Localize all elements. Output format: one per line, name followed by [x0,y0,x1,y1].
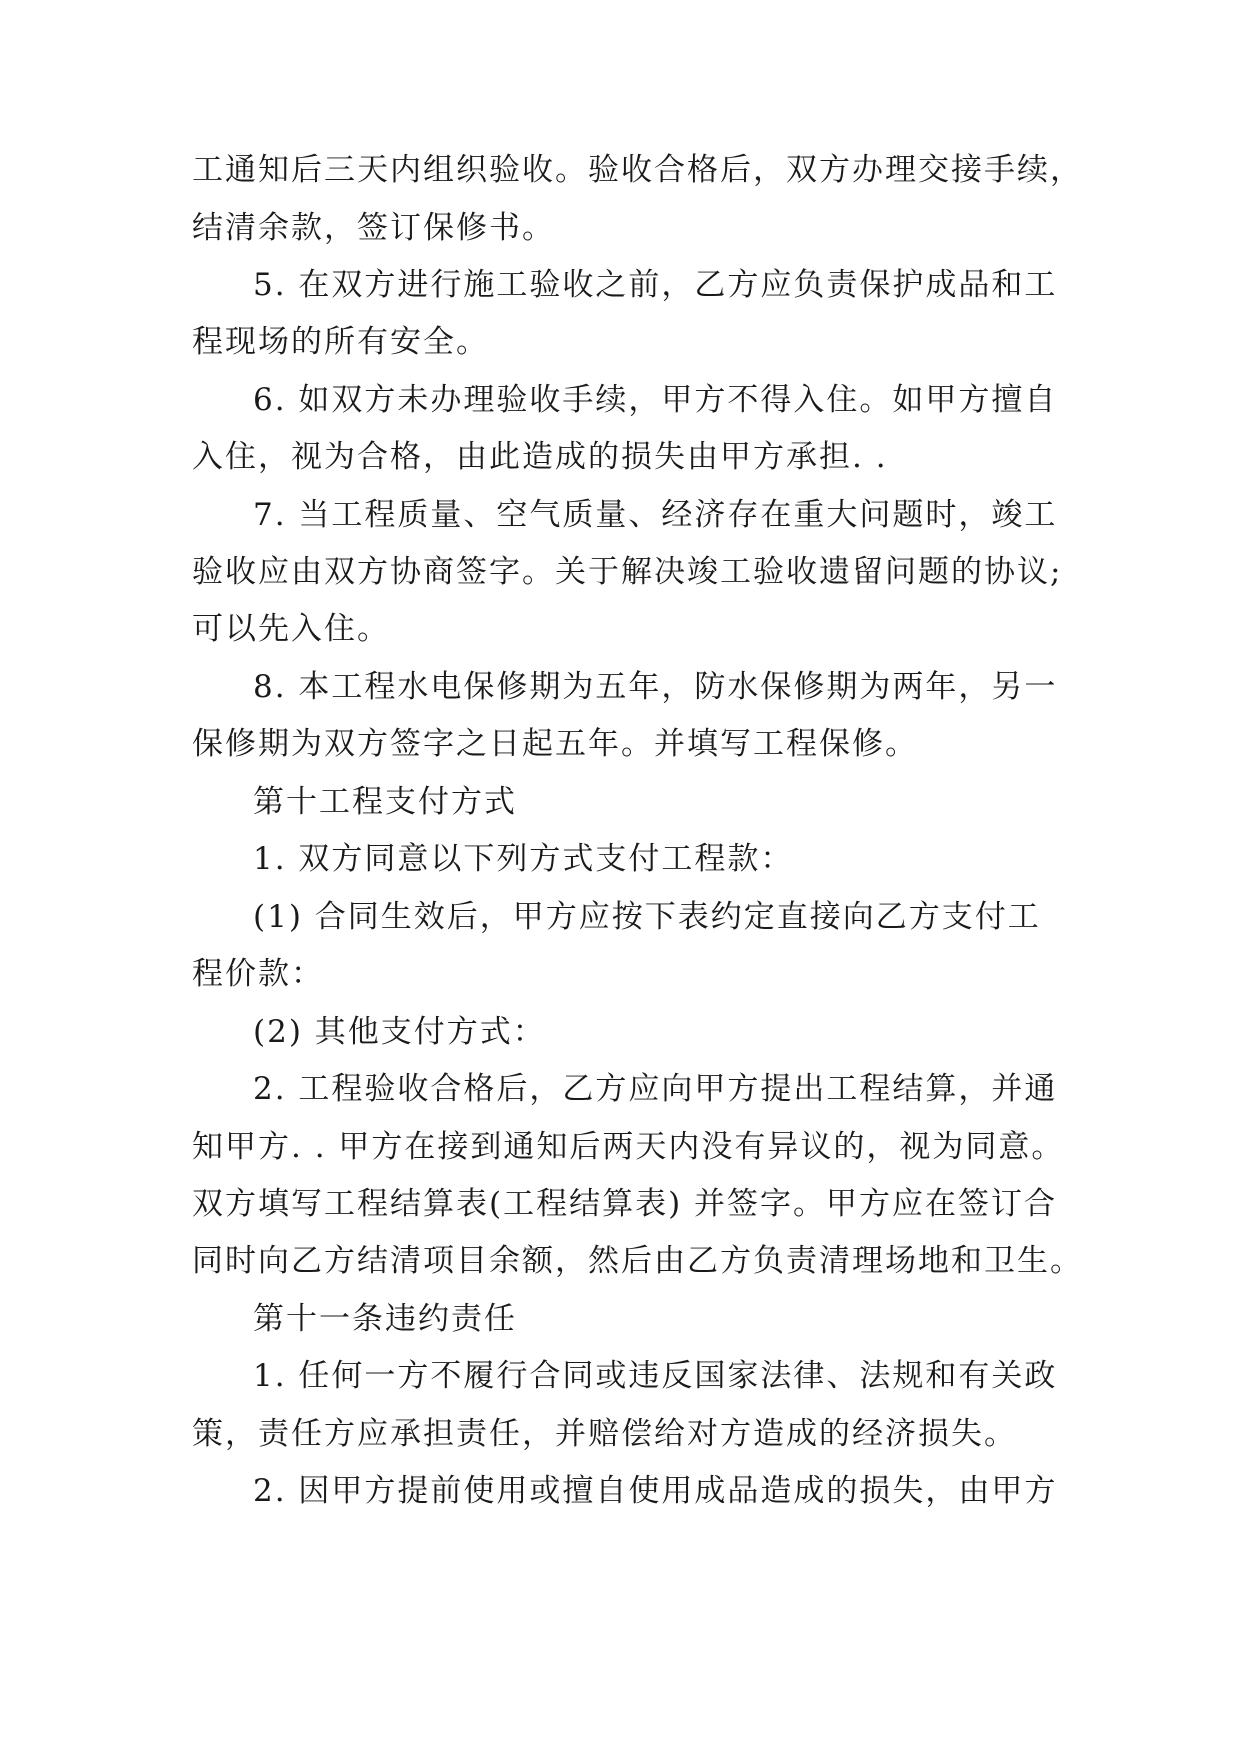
text-line: 同时向乙方结清项目余额，然后由乙方负责清理场地和卫生。 [192,1243,1083,1279]
text-line: 7. 当工程质量、空气质量、经济存在重大问题时，竣工 [253,497,1058,533]
text-line: 程现场的所有安全。 [192,324,489,360]
text-line: 2. 因甲方提前使用或擅自使用成品造成的损失，由甲方 [253,1473,1058,1509]
section-heading: 第十工程支付方式 [253,784,517,820]
text-line: 程价款： [192,956,324,992]
text-line: 6. 如双方未办理验收手续，甲方不得入住。如甲方擅自 [253,382,1058,418]
text-line: 2. 工程验收合格后，乙方应向甲方提出工程结算，并通 [253,1071,1058,1107]
text-line: 策，责任方应承担责任，并赔偿给对方造成的经济损失。 [192,1416,1017,1452]
text-line: (1) 合同生效后，甲方应按下表约定直接向乙方支付工 [253,899,1041,935]
text-line: (2) 其他支付方式： [253,1014,546,1050]
text-line: 1. 任何一方不履行合同或违反国家法律、法规和有关政 [253,1358,1058,1394]
text-line: 保修期为双方签字之日起五年。并填写工程保修。 [192,726,918,762]
text-line: 入住，视为合格，由此造成的损失由甲方承担. . [192,439,888,475]
section-heading: 第十一条违约责任 [253,1301,517,1337]
text-line: 结清余款，签订保修书。 [192,210,555,246]
text-line: 知甲方. . 甲方在接到通知后两天内没有异议的，视为同意。 [192,1129,1065,1165]
text-line: 8. 本工程水电保修期为五年，防水保修期为两年，另一 [253,669,1058,705]
text-line: 5. 在双方进行施工验收之前，乙方应负责保护成品和工 [253,267,1058,303]
text-line: 工通知后三天内组织验收。验收合格后，双方办理交接手续， [192,152,1083,188]
text-line: 1. 双方同意以下列方式支付工程款： [253,841,794,877]
text-line: 双方填写工程结算表(工程结算表) 并签字。甲方应在签订合 [192,1186,1058,1222]
text-line: 验收应由双方协商签字。关于解决竣工验收遗留问题的协议; [192,554,1063,590]
text-line: 可以先入住。 [192,611,390,647]
